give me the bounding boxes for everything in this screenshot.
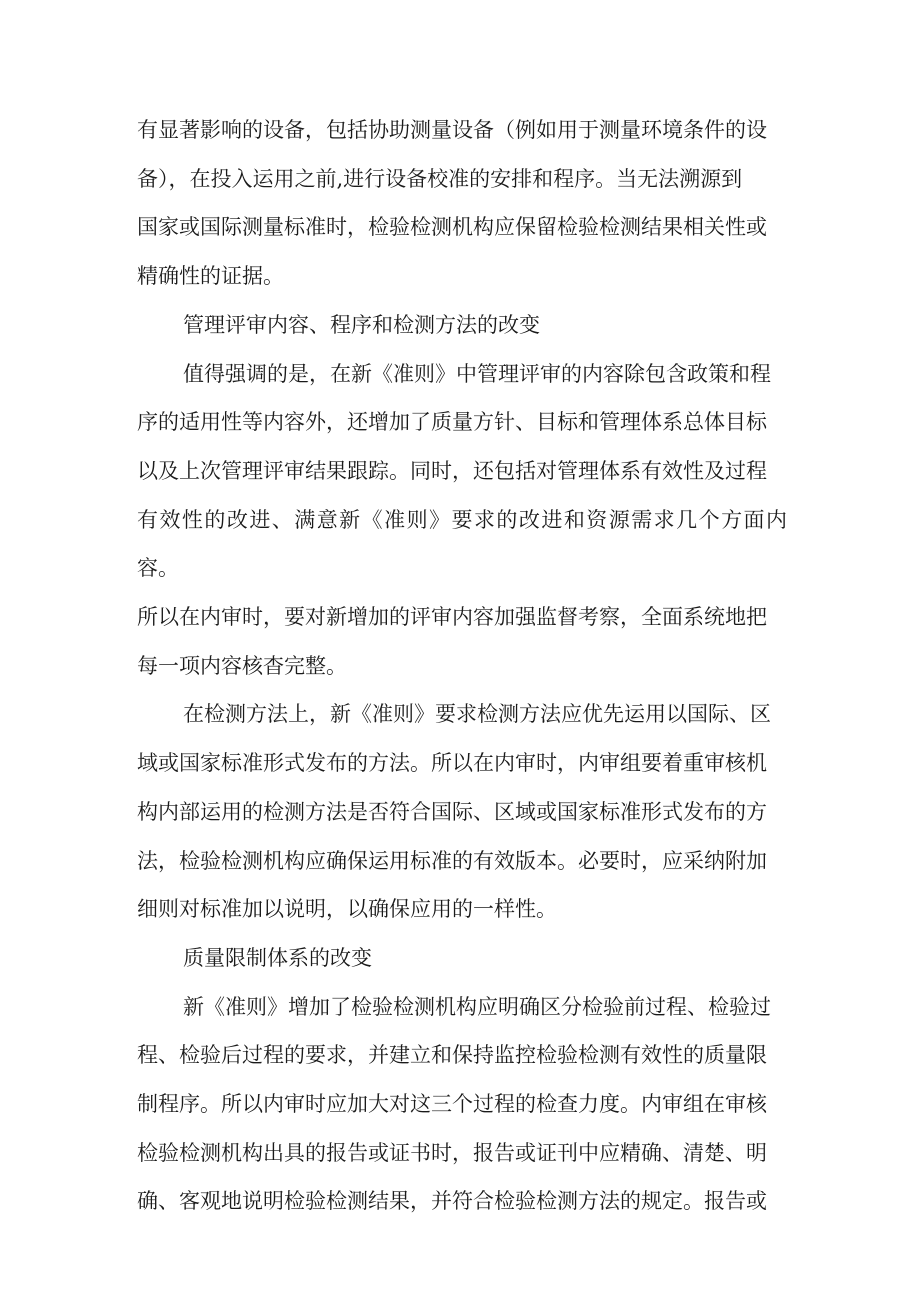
paragraph-continuation: 有显著影响的设备，包括协助测量设备（例如用于测量环境条件的设 备），在投入运用之前,进行设备校准的安排和程序。当无法溯源到 国家或国际测量标准时，检验检测机构应保留检验检测结果相关性或 精确性的证据。 <box>137 118 767 289</box>
document-body <box>137 106 787 1226</box>
section-heading-management-review: 管理评审内容、程序和检测方法的改变 <box>183 312 540 337</box>
section-heading-quality-control: 质量限制体系的改变 <box>183 945 372 970</box>
paragraph-quality-control: 新《准则》增加了检验检测机构应明确区分检验前过程、检验过 程、检验后过程的要求，并建立和保持监控检验检测有效性的质量限 制程序。所以内审时应加大对这三个过程的检查力度。内审组在审核 检验检测机构出具的报告或证书时，报告或证刊中应精确、清楚、明 确、客观地说明检验检测结果，并符合检验检测方法的规定。报告或 <box>137 994 771 1214</box>
paragraph-test-methods: 在检测方法上，新《准则》要求检测方法应优先运用以国际、区 域或国家标准形式发布的方法。所以在内审时，内审组要着重审核机 构内部运用的检测方法是否符合国际、区域或国家标准形式发布的方 法，检验检测机构应确保运用标准的有效版本。必要时，应采纳附加 细则对标准加以说明，以确保应用的一样性。 <box>137 702 771 922</box>
paragraph-management-review: 值得强调的是，在新《准则》中管理评审的内容除包含政策和程 序的适用性等内容外，还增加了质量方针、目标和管理体系总体目标 以及上次管理评审结果跟踪。同时，还包括对管理体系有效性及过程 有效性的改进、满意新《准则》要求的改进和资源需求几个方面内容。 所以在内审时，要对新增加的评审内容加强监督考察，全面系统地把 每一项内容核杳完整。 <box>137 361 787 678</box>
